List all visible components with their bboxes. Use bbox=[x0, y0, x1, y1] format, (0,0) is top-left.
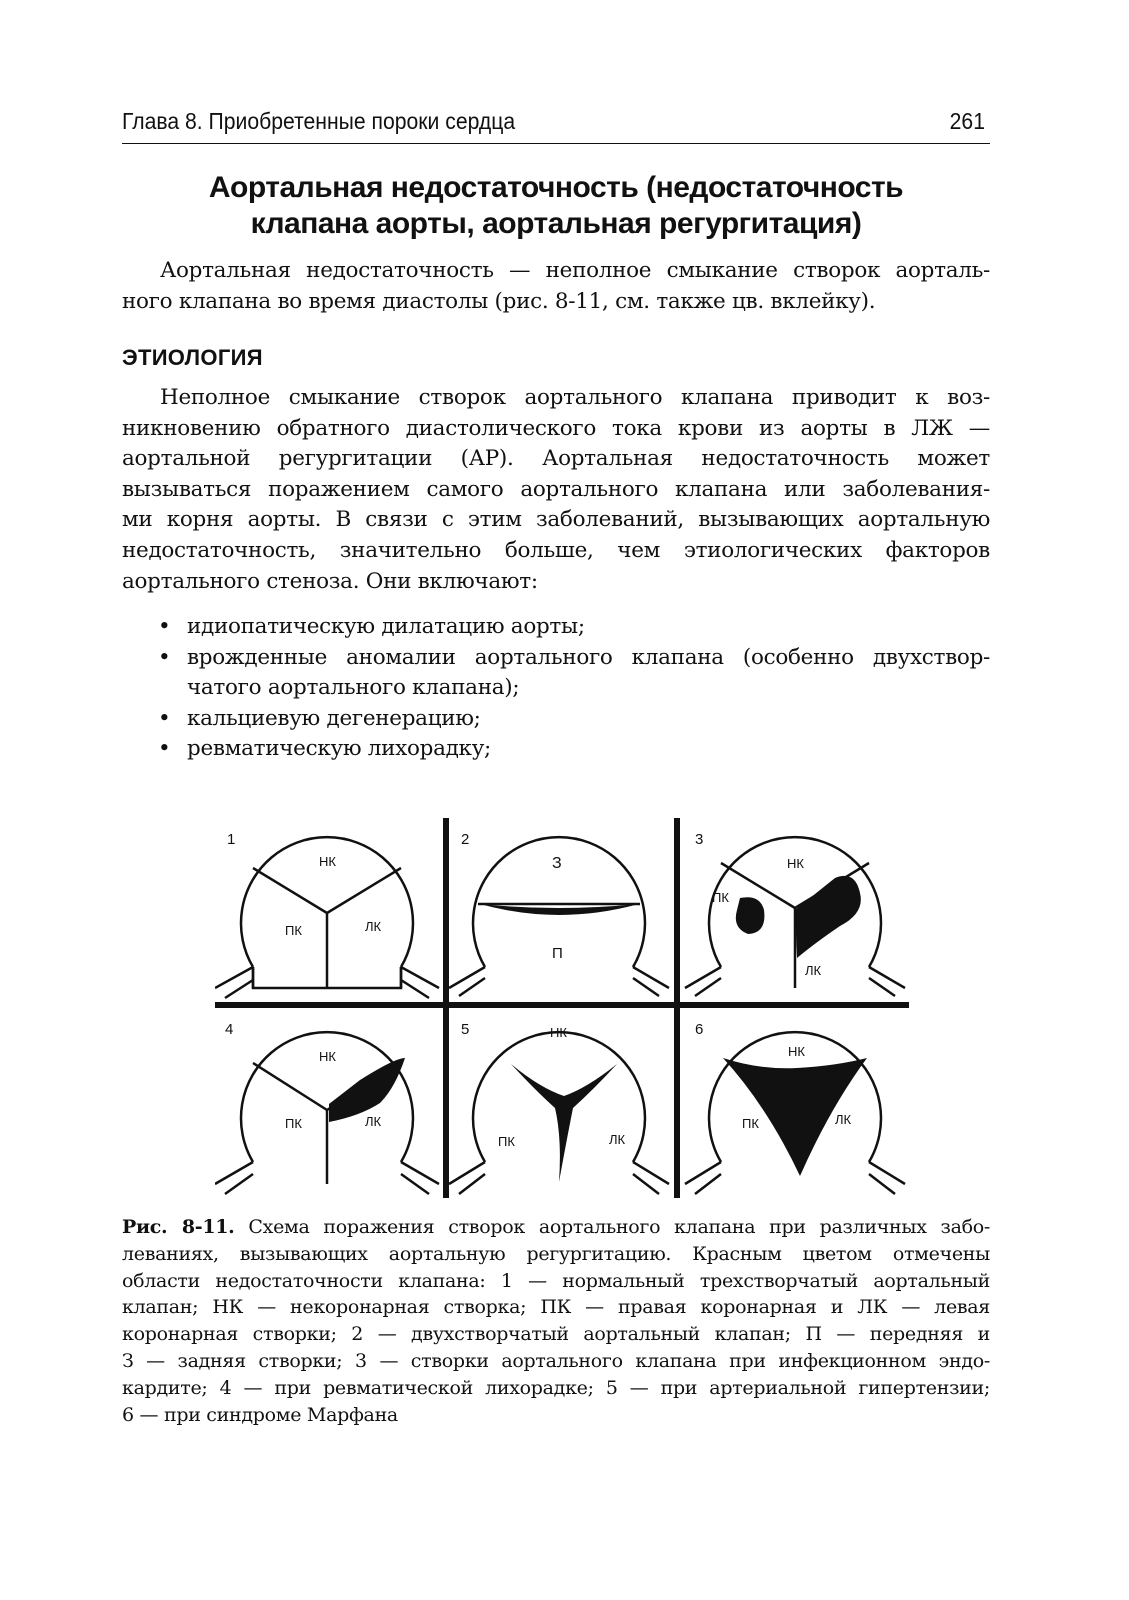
leaflet-label-nk: НК bbox=[787, 856, 804, 871]
regurgitation-area bbox=[511, 1064, 617, 1182]
leaflet-label-nk: НК bbox=[319, 1049, 336, 1064]
panel-5 bbox=[449, 1021, 669, 1194]
bullet-icon: • bbox=[158, 736, 171, 762]
valve-diagram-figure bbox=[215, 818, 909, 1198]
header-rule bbox=[122, 143, 990, 144]
title-line: Аортальная недостаточность (недостаточность bbox=[208, 171, 904, 204]
etiology-paragraph bbox=[122, 383, 990, 597]
panel-number: 5 bbox=[461, 1021, 470, 1038]
list-item bbox=[122, 734, 990, 765]
caption-line: З — задняя створки; 3 — створки аортального клапана при инфекционном эндо- bbox=[122, 1349, 990, 1372]
valve-diagram bbox=[215, 818, 909, 1198]
caption-line: 6 — при синдроме Марфана bbox=[122, 1403, 398, 1426]
bullet-icon: • bbox=[158, 705, 171, 731]
panel-3 bbox=[685, 831, 905, 996]
leaflet-label-lk: ЛК bbox=[365, 919, 382, 934]
panel-number: 1 bbox=[227, 831, 236, 848]
bullet-icon: • bbox=[158, 614, 171, 639]
caption-line: кардите; 4 — при ревматической лихорадке; 5 — при артериальной гипертензии; bbox=[122, 1376, 990, 1399]
text-line: недостаточность, значительно больше, чем этиологических факторов bbox=[122, 537, 990, 563]
caption-line: области недостаточности клапана: 1 — нормальный трехстворчатый аортальный bbox=[122, 1269, 990, 1292]
page-number: 261 bbox=[949, 108, 985, 134]
leaflet-label-pk: ПК bbox=[742, 1116, 759, 1131]
chapter-title: Глава 8. Приобретенные пороки сердца bbox=[122, 108, 516, 134]
grid-divider-vertical bbox=[674, 818, 680, 1198]
leaflet-label-lk: ЛК bbox=[365, 1114, 382, 1129]
caption-line: леваниях, вызывающих аортальную регургитацию. Красным цветом отмечены bbox=[122, 1242, 990, 1265]
caption-label: Рис. 8-11. bbox=[122, 1216, 235, 1238]
text-line: ми корня аорты. В связи с этим заболеваний, вызывающих аортальную bbox=[122, 507, 990, 533]
bullet-icon: • bbox=[158, 644, 171, 670]
list-item-text: чатого аортального клапана); bbox=[187, 675, 520, 701]
panel-1 bbox=[215, 831, 439, 998]
list-item-text: идиопатическую дилатацию аорты; bbox=[187, 614, 585, 639]
list-item bbox=[122, 643, 990, 704]
leaflet-label-pk: ПК bbox=[285, 1116, 302, 1131]
grid-divider-vertical bbox=[443, 818, 449, 1198]
leaflet-label-p: П bbox=[552, 945, 563, 962]
list-item-text: кальциевую дегенерацию; bbox=[187, 705, 481, 731]
leaflet-label-nk: НК bbox=[550, 1025, 567, 1040]
caption-line: клапан; НК — некоронарная створка; ПК — правая коронарная и ЛК — левая bbox=[122, 1296, 990, 1319]
leaflet-label-nk: НК bbox=[788, 1044, 805, 1059]
panel-number: 2 bbox=[461, 831, 470, 848]
text-line: аортальной регургитации (АР). Аортальная недостаточность может bbox=[122, 446, 990, 472]
leaflet-label-lk: ЛК bbox=[609, 1132, 626, 1147]
caption-text: Схема поражения створок аортального клапана при различных забо- bbox=[234, 1216, 990, 1238]
leaflet-label-lk: ЛК bbox=[835, 1112, 852, 1127]
caption-line: коронарная створки; 2 — двухстворчатый аортальный клапан; П — передняя и bbox=[122, 1323, 990, 1346]
vegetation-right bbox=[795, 876, 861, 958]
etiology-list bbox=[122, 612, 990, 765]
panel-6 bbox=[685, 1021, 905, 1194]
list-item-text: ревматическую лихорадку; bbox=[187, 736, 491, 762]
leaflet-label-z: З bbox=[552, 855, 562, 872]
panel-number: 6 bbox=[695, 1021, 704, 1038]
panel-4 bbox=[215, 1021, 439, 1194]
section-title bbox=[122, 170, 990, 242]
list-item-text: врожденные аномалии аортального клапана (особенно двухствор- bbox=[187, 644, 990, 670]
vegetation-left bbox=[736, 897, 765, 934]
running-header bbox=[122, 108, 985, 135]
regurgitation-area bbox=[329, 1058, 405, 1122]
panel-2 bbox=[449, 831, 669, 996]
text-line: аортального стеноза. Они включают: bbox=[122, 568, 538, 594]
text-line: ного клапана во время диастолы (рис. 8-11, см. также цв. вклейку). bbox=[122, 288, 876, 314]
figure-caption bbox=[122, 1214, 990, 1428]
leaflet-label-lk: ЛК bbox=[805, 963, 822, 978]
text-line: Неполное смыкание створок аортального клапана приводит к воз- bbox=[160, 385, 990, 410]
text-line: вызываться поражением самого аортального клапана или заболевания- bbox=[122, 476, 990, 502]
list-item bbox=[122, 612, 990, 643]
leaflet-label-pk: ПК bbox=[712, 890, 729, 905]
list-item bbox=[122, 704, 990, 735]
caption-line bbox=[122, 1214, 990, 1241]
leaflet-label-pk: ПК bbox=[285, 923, 302, 938]
panel-number: 3 bbox=[695, 831, 704, 848]
leaflet-label-pk: ПК bbox=[498, 1134, 515, 1149]
text-line: никновению обратного диастолического тока крови из аорты в ЛЖ — bbox=[122, 415, 990, 441]
regurgitation-area bbox=[480, 904, 639, 915]
etiology-heading: ЭТИОЛОГИЯ bbox=[122, 345, 263, 370]
leaflet-label-nk: НК bbox=[319, 854, 336, 869]
panel-number: 4 bbox=[225, 1021, 234, 1038]
grid-divider-horizontal bbox=[215, 1002, 909, 1008]
title-line: клапана аорты, аортальная регургитация) bbox=[250, 207, 862, 240]
text-line: Аортальная недостаточность — неполное смыкание створок аорталь- bbox=[160, 258, 990, 283]
intro-paragraph bbox=[122, 256, 990, 317]
